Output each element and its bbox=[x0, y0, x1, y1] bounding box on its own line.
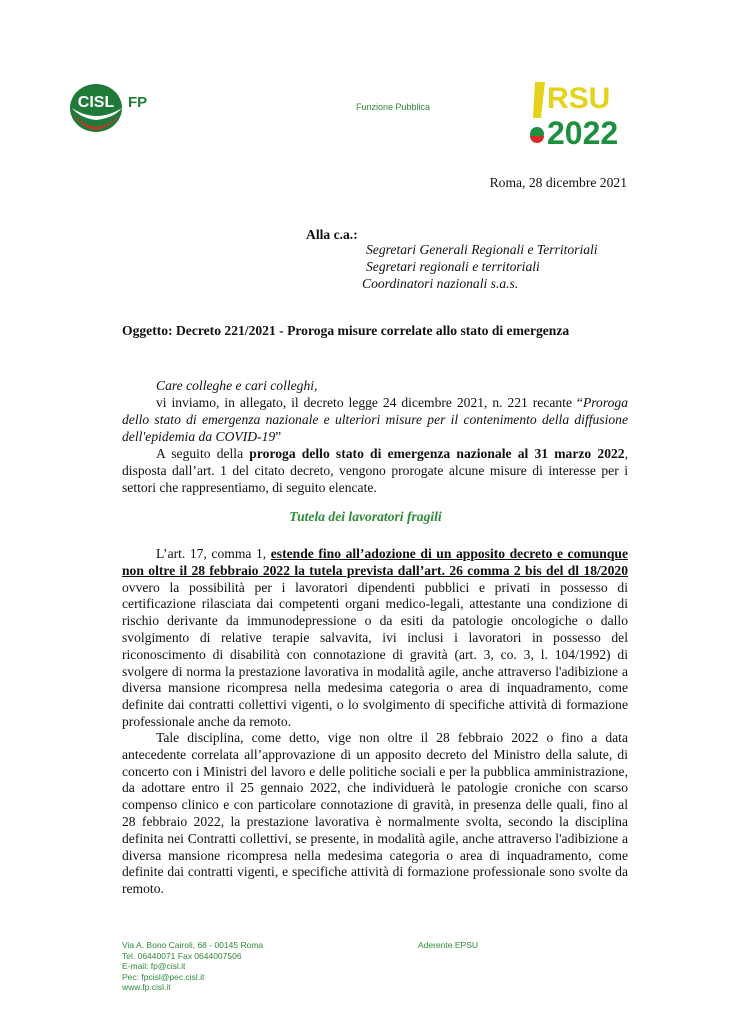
letter-date: Roma, 28 dicembre 2021 bbox=[489, 175, 627, 190]
decree-title: Proroga dello stato di emergenza nazionale e ulteriori misure per il contenimento della diffusione dell'epidemia da COVID-19 bbox=[122, 395, 628, 444]
tagline: Funzione Pubblica bbox=[356, 102, 431, 112]
footer-contacts bbox=[122, 940, 263, 993]
p3-text-end: ovvero la possibilità per i lavoratori dipendenti pubblici e privati in possesso di certificazione rilasciata dai competenti organi medico-legali, attestante una condizione di rischio derivante da immunodepressione o da esiti da patologie oncologiche o dallo svolgimento di relative terapie salvavita, ivi inclusi i lavoratori in possesso del riconoscimento di disabilità con connotazione di gravità (art. 3, co. 3, l. 104/1992) di svolgere di norma la prestazione lavorativa in modalità agile, anche attraverso l'adibizione a diversa mansione ricompresa nella medesima categoria o area di inquadramento, come definite dai contratti collettivi vigenti, o lo svolgimento di specifiche attività di formazione professionale anche da remoto. bbox=[122, 579, 628, 729]
alla-ca-label: Alla c.a.: bbox=[306, 227, 358, 242]
svg-text:2022: 2022 bbox=[547, 115, 619, 150]
paragraph-3 bbox=[122, 546, 628, 731]
p3-text: L’art. 17, comma 1, bbox=[156, 546, 271, 561]
greeting: Care colleghe e cari colleghi, bbox=[156, 378, 318, 393]
p1-text: vi inviamo, in allegato, il decreto legge 24 dicembre 2021, n. 221 recante “ bbox=[156, 395, 583, 410]
rsu-2022-logo bbox=[525, 78, 633, 150]
recipient-line: Segretari regionali e territoriali bbox=[366, 259, 540, 274]
footer-email: E-mail: fp@cisl.it bbox=[122, 961, 186, 972]
recipient-line: Segretari Generali Regionali e Territoriali bbox=[366, 242, 598, 257]
footer-phone: Tel. 06440071 Fax 0644007506 bbox=[122, 950, 242, 961]
paragraph-1 bbox=[122, 395, 628, 445]
footer-website: www.fp.cisl.it bbox=[122, 982, 171, 993]
footer-address: Via A. Bono Cairoli, 68 - 00145 Roma bbox=[122, 940, 264, 950]
cisl-fp-logo bbox=[70, 84, 160, 144]
p1-close-quote: ” bbox=[275, 428, 282, 444]
recipient-line: Coordinatori nazionali s.a.s. bbox=[362, 276, 519, 291]
svg-text:FP: FP bbox=[128, 94, 148, 111]
paragraph-4: Tale disciplina, come detto, vige non oltre il 28 febbraio 2022 o fino a data antecedente correlata all’approvazione di un apposito decreto del Ministro della salute, di concerto con i Ministri del lavoro e delle politiche sociali e per la pubblica amministrazione, da adottare entro il 25 gennaio 2022, che individuerà le patologie croniche con scarso compenso clinico e con particolare connotazione di gravità, in presenza delle quali, fino al 28 febbraio 2022, la prestazione lavorativa è normalmente svolta, secondo la disciplina definita nei Contratti collettivi, se presente, in modalità agile, anche attraverso l'adibizione a diversa mansione ricompresa nella medesima categoria o area di inquadramento, come definite dai contratti vigenti, e specifiche attività di formazione professionale sono svolte da remoto. bbox=[122, 730, 628, 897]
p3-bold-underlined: estende fino all’adozione di un apposito decreto e comunque non oltre il 28 febbraio 2022 la tutela prevista dall’art. 26 comma 2 bis del dl 18/2020 bbox=[122, 546, 628, 578]
footer-affiliation: Aderente EPSU bbox=[418, 940, 479, 950]
svg-text:RSU: RSU bbox=[547, 82, 611, 115]
p2-text: A seguito della bbox=[156, 446, 250, 461]
paragraph-2 bbox=[122, 446, 628, 496]
section-title: Tutela dei lavoratori fragili bbox=[289, 509, 442, 524]
p2-text-end: , disposta dall’art. 1 del citato decreto, vengono prorogate alcune misure di interesse per i settori che rappresentiamo, di seguito elencate. bbox=[122, 446, 628, 495]
p2-bold: proroga dello stato di emergenza nazionale al 31 marzo 2022 bbox=[249, 446, 625, 461]
svg-text:CISL: CISL bbox=[77, 94, 115, 111]
footer-pec: Pec: fpcisl@pec.cisl.it bbox=[122, 971, 205, 982]
letter-subject: Oggetto: Decreto 221/2021 - Proroga misure correlate allo stato di emergenza bbox=[122, 323, 570, 338]
